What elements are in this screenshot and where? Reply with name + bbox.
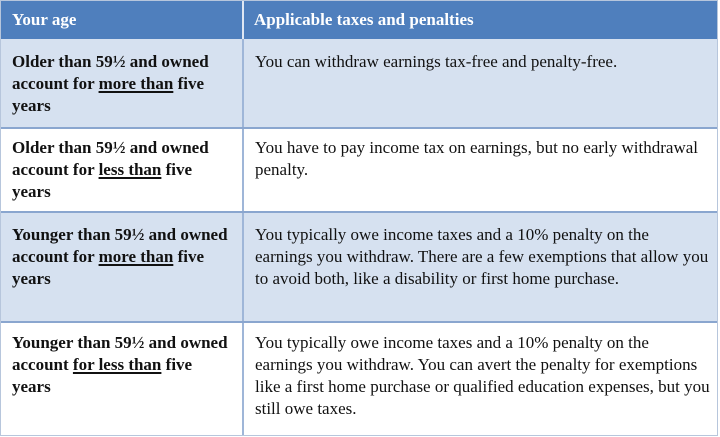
column-divider: [242, 213, 244, 321]
column-divider: [242, 39, 244, 127]
age-condition-text: five years: [12, 355, 193, 396]
age-condition-emphasis: more than: [98, 74, 174, 93]
age-condition: [12, 137, 234, 203]
age-condition-text: Older than 59½ and owned account for: [12, 52, 209, 93]
age-condition-emphasis: for less than: [72, 355, 162, 374]
table-row: [1, 39, 717, 127]
age-condition: [12, 51, 234, 117]
tax-description: You can withdraw earnings tax-free and penalty-free.: [255, 52, 618, 71]
column-divider: [242, 129, 244, 211]
tax-description: You typically owe income taxes and a 10% penalty on the earnings you withdraw. You can avert the penalty for exemptions like a first home purchase or qualified education expenses, but you still owe taxes.: [255, 333, 710, 418]
age-condition-text: Younger than 59½ and owned account: [12, 333, 228, 374]
table-row: [1, 129, 717, 211]
column-divider: [242, 323, 244, 435]
age-condition-emphasis: less than: [98, 160, 162, 179]
header-your-age: Your age: [12, 10, 77, 29]
age-condition-text: five years: [12, 160, 193, 201]
age-condition-text: Older than 59½ and owned account for: [12, 138, 209, 179]
table-row: [1, 323, 717, 435]
age-condition-emphasis: more than: [98, 247, 174, 266]
age-condition: [12, 332, 234, 398]
table-row: [1, 213, 717, 321]
tax-description: You typically owe income taxes and a 10% penalty on the earnings you withdraw. There are a few exemptions that allow you to avoid both, like a disability or first home purchase.: [255, 225, 709, 288]
header-divider: [242, 1, 244, 39]
header-taxes-penalties: Applicable taxes and penalties: [254, 10, 474, 29]
age-condition-text: Younger than 59½ and owned account for: [12, 225, 228, 266]
age-condition-text: five years: [12, 247, 205, 288]
age-condition-text: five years: [12, 74, 205, 115]
age-condition: [12, 224, 234, 290]
table-header: [1, 1, 717, 39]
tax-description: You have to pay income tax on earnings, but no early withdrawal penalty.: [255, 138, 699, 179]
